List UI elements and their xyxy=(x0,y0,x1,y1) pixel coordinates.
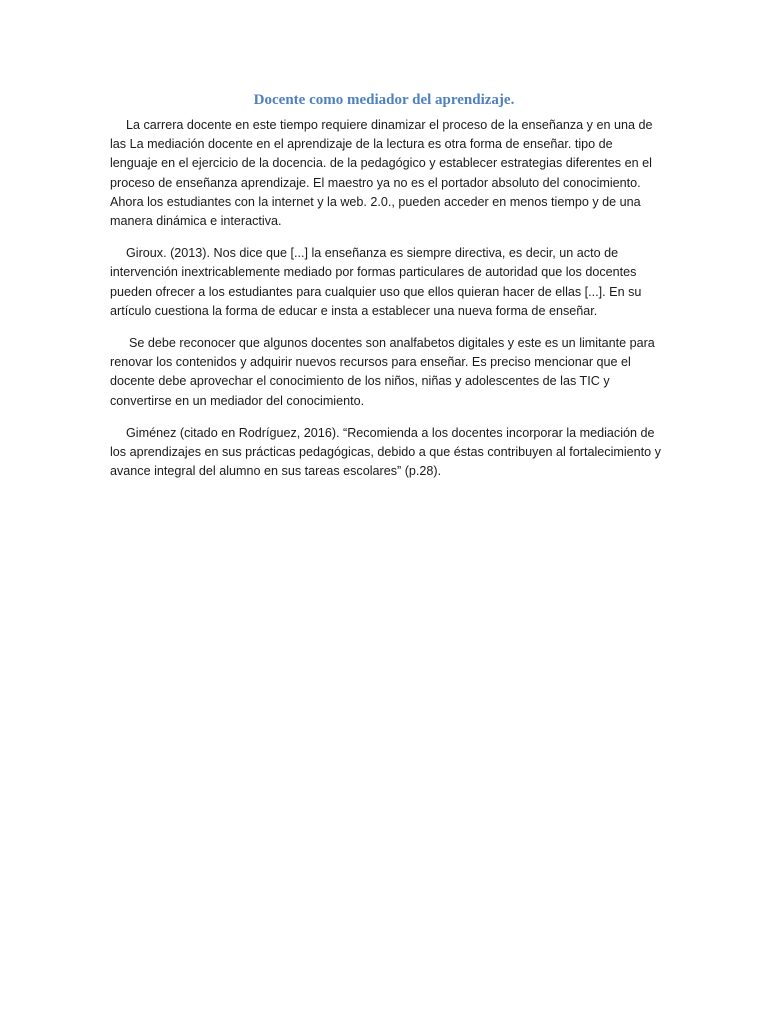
document-title: Docente como mediador del aprendizaje. xyxy=(253,92,515,108)
paragraph-4: Giménez (citado en Rodríguez, 2016). “Recomienda a los docentes incorporar la mediación de los aprendizajes en sus prácticas pedagógicas, debido a que éstas contribuyen al fortalecimiento y avance integral del alumno en sus tareas escolares” (p.28). xyxy=(110,425,661,479)
paragraph-1: La carrera docente en este tiempo requiere dinamizar el proceso de la enseñanza y en una de las La mediación docente en el aprendizaje de la lectura es otra forma de enseñar. tipo de lenguaje en el ejercicio de la docencia. de la pedagógico y establecer estrategias diferentes en el proceso de enseñanza aprendizaje. El maestro ya no es el portador absoluto del conocimiento. Ahora los estudiantes con la internet y la web. 2.0., pueden acceder en menos tiempo y de una manera dinámica e interactiva. xyxy=(110,118,653,229)
document-body xyxy=(110,116,662,494)
paragraph-2: Giroux. (2013). Nos dice que [...] la enseñanza es siempre directiva, es decir, un acto de intervención inextricablemente mediado por formas particulares de autoridad que los docentes pueden ofrecer a los estudiantes para cualquier uso que ellos quieran hacer de ellas [...]. En su artículo cuestiona la forma de educar e insta a establecer una nueva forma de enseñar. xyxy=(110,246,642,318)
paragraph-3: Se debe reconocer que algunos docentes son analfabetos digitales y este es un limitante para renovar los contenidos y adquirir nuevos recursos para enseñar. Es preciso mencionar que el docente debe aprovechar el conocimiento de los niños, niñas y adolescentes de las TIC y convertirse en un mediador del conocimiento. xyxy=(110,336,655,408)
